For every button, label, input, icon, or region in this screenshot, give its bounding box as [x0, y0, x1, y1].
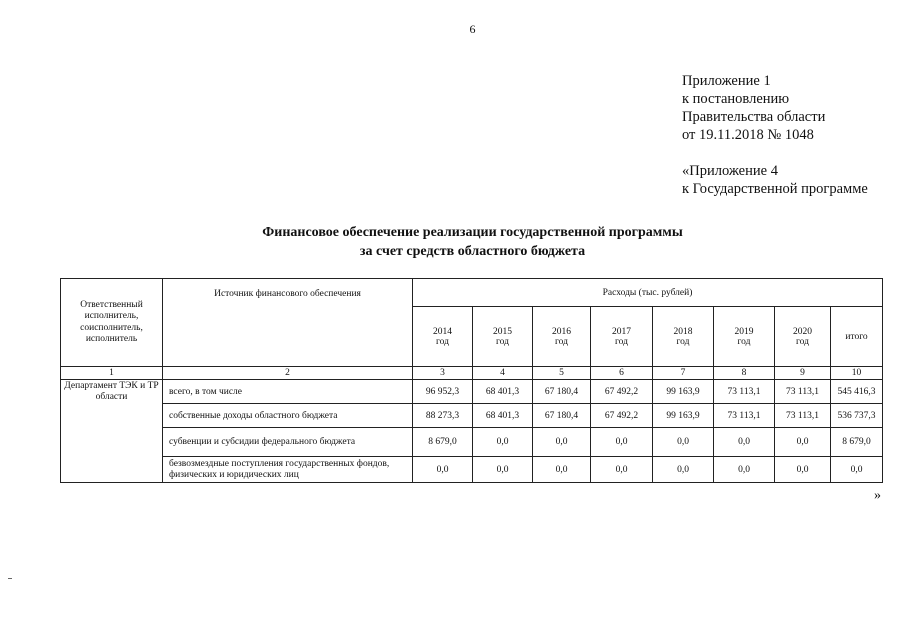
- column-index-cell: 6: [591, 367, 653, 380]
- value-cell: 68 401,3: [473, 404, 533, 428]
- source-cell: всего, в том числе: [163, 380, 413, 404]
- document-subtitle: за счет средств областного бюджета: [359, 244, 586, 259]
- header-year: [775, 307, 831, 367]
- value-cell: 0,0: [533, 428, 591, 457]
- value-cell: 0,0: [533, 457, 591, 483]
- value-cell: 99 163,9: [653, 380, 714, 404]
- scan-mark: [8, 578, 12, 579]
- year-label: 2019: [734, 326, 754, 337]
- page-number: 6: [469, 22, 476, 36]
- value-cell: 67 492,2: [591, 380, 653, 404]
- header-year: [653, 307, 714, 367]
- year-label: 2020: [793, 326, 812, 337]
- value-cell: 0,0: [714, 457, 775, 483]
- header-total: итого: [831, 307, 883, 367]
- source-cell: субвенции и субсидии федерального бюджета: [163, 428, 413, 457]
- table-row: [61, 457, 883, 483]
- year-suffix: год: [496, 336, 509, 347]
- header-year: [533, 307, 591, 367]
- annex-line: к постановлению: [682, 91, 790, 107]
- table-row: [61, 380, 883, 404]
- value-cell: 73 113,1: [775, 380, 831, 404]
- executor-cell: Департамент ТЭК и ТР области: [61, 380, 163, 483]
- year-label: 2017: [612, 326, 631, 337]
- column-index-cell: 3: [413, 367, 473, 380]
- value-cell: 545 416,3: [831, 380, 883, 404]
- value-cell: 0,0: [473, 457, 533, 483]
- value-cell: 67 492,2: [591, 404, 653, 428]
- value-cell: 67 180,4: [533, 404, 591, 428]
- value-cell: 0,0: [473, 428, 533, 457]
- column-index-cell: 9: [775, 367, 831, 380]
- value-cell: 0,0: [775, 428, 831, 457]
- value-cell: 8 679,0: [413, 428, 473, 457]
- annex-block: [682, 72, 868, 198]
- year-suffix: год: [436, 336, 449, 347]
- column-index-cell: 10: [831, 367, 883, 380]
- value-cell: 0,0: [653, 428, 714, 457]
- value-cell: 0,0: [653, 457, 714, 483]
- column-index-cell: 1: [61, 367, 163, 380]
- header-expenses: Расходы (тыс. рублей): [413, 279, 883, 307]
- header-year: [714, 307, 775, 367]
- year-label: 2018: [673, 326, 693, 337]
- year-suffix: год: [555, 336, 568, 347]
- value-cell: 67 180,4: [533, 380, 591, 404]
- column-index-row: [61, 367, 883, 380]
- annex-line: от 19.11.2018 № 1048: [682, 127, 814, 143]
- column-index-cell: 2: [163, 367, 413, 380]
- year-label: 2016: [552, 326, 571, 337]
- value-cell: 8 679,0: [831, 428, 883, 457]
- value-cell: 0,0: [413, 457, 473, 483]
- value-cell: 0,0: [714, 428, 775, 457]
- header-year: [413, 307, 473, 367]
- value-cell: 96 952,3: [413, 380, 473, 404]
- table-row: [61, 428, 883, 457]
- value-cell: 73 113,1: [775, 404, 831, 428]
- column-index-cell: 7: [653, 367, 714, 380]
- header-year: [591, 307, 653, 367]
- closing-quote: »: [874, 488, 881, 503]
- table-row: [61, 404, 883, 428]
- year-label: 2014: [433, 326, 452, 337]
- header-executor: Ответственный исполнитель, соисполнитель, исполнитель: [61, 279, 163, 367]
- financing-table: [60, 278, 883, 483]
- value-cell: 536 737,3: [831, 404, 883, 428]
- annex-line: Правительства области: [682, 109, 826, 125]
- value-cell: 0,0: [591, 457, 653, 483]
- year-label: 2015: [493, 326, 512, 337]
- value-cell: 0,0: [591, 428, 653, 457]
- source-cell: безвозмездные поступления государственных фондов, физических и юридических лиц: [163, 457, 413, 483]
- header-source: Источник финансового обеспечения: [163, 279, 413, 367]
- year-suffix: год: [737, 336, 751, 347]
- column-index-cell: 8: [714, 367, 775, 380]
- year-suffix: год: [676, 336, 690, 347]
- value-cell: 73 113,1: [714, 380, 775, 404]
- value-cell: 73 113,1: [714, 404, 775, 428]
- value-cell: 99 163,9: [653, 404, 714, 428]
- value-cell: 68 401,3: [473, 380, 533, 404]
- column-index-cell: 5: [533, 367, 591, 380]
- column-index-cell: 4: [473, 367, 533, 380]
- annex-line: к Государственной программе: [682, 181, 868, 197]
- year-suffix: год: [615, 336, 628, 347]
- source-cell: собственные доходы областного бюджета: [163, 404, 413, 428]
- value-cell: 88 273,3: [413, 404, 473, 428]
- document-title: Финансовое обеспечение реализации государственной программы: [262, 225, 683, 240]
- annex-line: Приложение 1: [682, 73, 771, 89]
- value-cell: 0,0: [775, 457, 831, 483]
- annex-line: «Приложение 4: [682, 163, 778, 179]
- year-suffix: год: [796, 336, 809, 347]
- header-year: [473, 307, 533, 367]
- value-cell: 0,0: [831, 457, 883, 483]
